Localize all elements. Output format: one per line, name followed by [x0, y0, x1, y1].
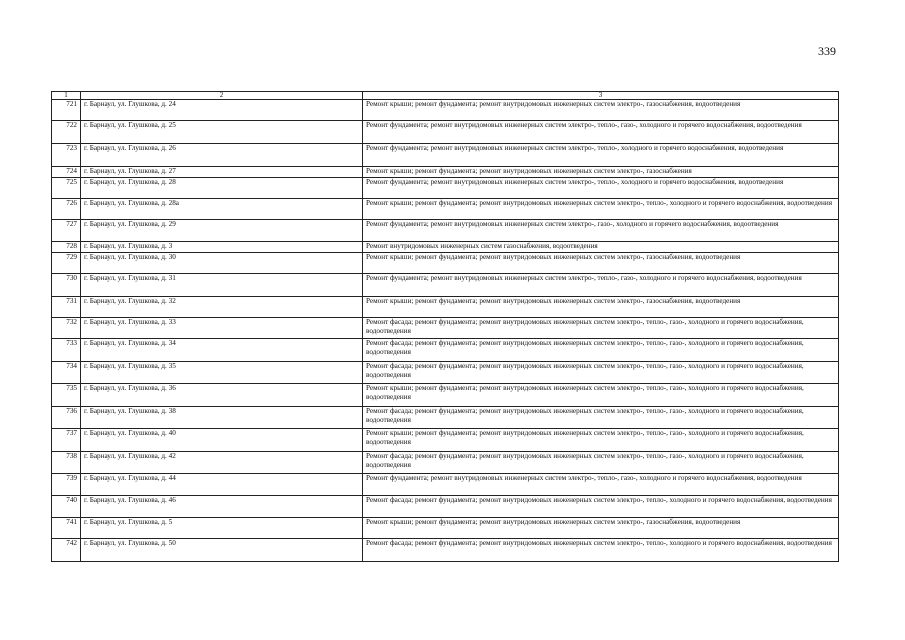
page-number: 339 [818, 44, 836, 58]
table-row [52, 199, 839, 220]
row-works: Ремонт фундамента; ремонт внутридомовых инженерных систем электро-, тепло-, газо-, холодного и горячего водоснабжения, водоотведения [363, 474, 839, 496]
column-number: 2 [81, 92, 363, 100]
row-number: 722 [52, 121, 81, 144]
table-row [52, 100, 839, 121]
row-number: 736 [52, 407, 81, 429]
row-address: г. Барнаул, ул. Глушкова, д. 28а [81, 199, 363, 220]
row-number: 732 [52, 318, 81, 339]
row-works: Ремонт фасада; ремонт фундамента; ремонт внутридомовых инженерных систем электро-, тепло-, газо-, холодного и горячего водоснабжения, водоотведения [363, 362, 839, 384]
row-number: 738 [52, 452, 81, 474]
row-address: г. Барнаул, ул. Глушкова, д. 33 [81, 318, 363, 339]
row-number: 739 [52, 474, 81, 496]
row-address: г. Барнаул, ул. Глушкова, д. 29 [81, 220, 363, 242]
row-address: г. Барнаул, ул. Глушкова, д. 24 [81, 100, 363, 121]
row-number: 721 [52, 100, 81, 121]
row-works: Ремонт крыши; ремонт фундамента; ремонт внутридомовых инженерных систем электро-, тепло-, холодного и горячего водоснабжения, водоотведения [363, 199, 839, 220]
row-number: 737 [52, 429, 81, 452]
table-row [52, 539, 839, 562]
row-number: 724 [52, 167, 81, 178]
row-works: Ремонт крыши; ремонт фундамента; ремонт внутридомовых инженерных систем электро-, тепло-, газо-, холодного и горячего водоснабжения, водоотведения [363, 384, 839, 407]
table-row [52, 144, 839, 167]
table-row [52, 474, 839, 496]
row-number: 725 [52, 178, 81, 199]
table-row [52, 220, 839, 242]
row-number: 734 [52, 362, 81, 384]
row-number: 733 [52, 339, 81, 362]
table-row [52, 318, 839, 339]
row-works: Ремонт фасада; ремонт фундамента; ремонт внутридомовых инженерных систем электро-, тепло-, газо-, холодного и горячего водоснабжения, водоотведения [363, 318, 839, 339]
row-works: Ремонт крыши; ремонт фундамента; ремонт внутридомовых инженерных систем электро-, газоснабжения, водоотведения [363, 518, 839, 539]
row-works: Ремонт фасада; ремонт фундамента; ремонт внутридомовых инженерных систем электро-, тепло-, холодного и горячего водоснабжения, водоотведения [363, 539, 839, 562]
row-number: 723 [52, 144, 81, 167]
row-address: г. Барнаул, ул. Глушкова, д. 26 [81, 144, 363, 167]
row-address: г. Барнаул, ул. Глушкова, д. 42 [81, 452, 363, 474]
row-number: 741 [52, 518, 81, 539]
table-row [52, 362, 839, 384]
row-works: Ремонт фасада; ремонт фундамента; ремонт внутридомовых инженерных систем электро-, тепло-, холодного и горячего водоснабжения, водоотведения [363, 496, 839, 518]
table-row [52, 339, 839, 362]
row-address: г. Барнаул, ул. Глушкова, д. 27 [81, 167, 363, 178]
row-address: г. Барнаул, ул. Глушкова, д. 28 [81, 178, 363, 199]
row-address: г. Барнаул, ул. Глушкова, д. 50 [81, 539, 363, 562]
row-address: г. Барнаул, ул. Глушкова, д. 35 [81, 362, 363, 384]
table-row [52, 242, 839, 253]
table-row [52, 407, 839, 429]
row-works: Ремонт фасада; ремонт фундамента; ремонт внутридомовых инженерных систем электро-, тепло-, газо-, холодного и горячего водоснабжения, водоотведения [363, 452, 839, 474]
row-works: Ремонт крыши; ремонт фундамента; ремонт внутридомовых инженерных систем электро-, газоснабжения, водоотведения [363, 253, 839, 274]
row-works: Ремонт внутридомовых инженерных систем газоснабжения, водоотведения [363, 242, 839, 253]
row-works: Ремонт фундамента; ремонт внутридомовых инженерных систем электро-, газо-, холодного и горячего водоснабжения, водоотведения [363, 220, 839, 242]
table-row [52, 518, 839, 539]
table-row [52, 452, 839, 474]
row-address: г. Барнаул, ул. Глушкова, д. 3 [81, 242, 363, 253]
row-address: г. Барнаул, ул. Глушкова, д. 31 [81, 274, 363, 297]
row-number: 727 [52, 220, 81, 242]
table-row [52, 297, 839, 318]
table-row [52, 121, 839, 144]
row-number: 730 [52, 274, 81, 297]
table-row [52, 253, 839, 274]
row-address: г. Барнаул, ул. Глушкова, д. 32 [81, 297, 363, 318]
row-number: 726 [52, 199, 81, 220]
row-works: Ремонт крыши; ремонт фундамента; ремонт внутридомовых инженерных систем электро-, газоснабжения [363, 167, 839, 178]
row-address: г. Барнаул, ул. Глушкова, д. 38 [81, 407, 363, 429]
row-works: Ремонт фасада; ремонт фундамента; ремонт внутридомовых инженерных систем электро-, тепло-, газо-, холодного и горячего водоснабжения, водоотведения [363, 339, 839, 362]
row-address: г. Барнаул, ул. Глушкова, д. 44 [81, 474, 363, 496]
row-works: Ремонт крыши; ремонт фундамента; ремонт внутридомовых инженерных систем электро-, газоснабжения, водоотведения [363, 297, 839, 318]
row-works: Ремонт фундамента; ремонт внутридомовых инженерных систем электро-, тепло-, газо-, холодного и горячего водоснабжения, водоотведения [363, 121, 839, 144]
column-number: 1 [52, 92, 81, 100]
row-works: Ремонт фундамента; ремонт внутридомовых инженерных систем электро-, тепло-, холодного и горячего водоснабжения, водоотведения [363, 178, 839, 199]
row-address: г. Барнаул, ул. Глушкова, д. 40 [81, 429, 363, 452]
row-works: Ремонт фундамента; ремонт внутридомовых инженерных систем электро-, тепло-, газо-, холодного и горячего водоснабжения, водоотведения [363, 274, 839, 297]
table-row [52, 274, 839, 297]
table-row [52, 429, 839, 452]
table-row [52, 178, 839, 199]
table-row [52, 496, 839, 518]
column-number: 3 [363, 92, 839, 100]
row-works: Ремонт крыши; ремонт фундамента; ремонт внутридомовых инженерных систем электро-, газоснабжения, водоотведения [363, 100, 839, 121]
row-number: 742 [52, 539, 81, 562]
row-number: 729 [52, 253, 81, 274]
row-address: г. Барнаул, ул. Глушкова, д. 36 [81, 384, 363, 407]
row-number: 731 [52, 297, 81, 318]
table-row [52, 384, 839, 407]
row-address: г. Барнаул, ул. Глушкова, д. 25 [81, 121, 363, 144]
row-works: Ремонт фундамента; ремонт внутридомовых инженерных систем электро-, тепло-, холодного и горячего водоснабжения, водоотведения [363, 144, 839, 167]
row-address: г. Барнаул, ул. Глушкова, д. 46 [81, 496, 363, 518]
row-address: г. Барнаул, ул. Глушкова, д. 5 [81, 518, 363, 539]
row-number: 728 [52, 242, 81, 253]
row-number: 740 [52, 496, 81, 518]
row-address: г. Барнаул, ул. Глушкова, д. 34 [81, 339, 363, 362]
row-works: Ремонт фасада; ремонт фундамента; ремонт внутридомовых инженерных систем электро-, тепло-, газо-, холодного и горячего водоснабжения, водоотведения [363, 407, 839, 429]
table-row [52, 167, 839, 178]
register-table [51, 91, 839, 562]
row-number: 735 [52, 384, 81, 407]
row-works: Ремонт крыши; ремонт фундамента; ремонт внутридомовых инженерных систем электро-, тепло-, газо-, холодного и горячего водоснабжения, водоотведения [363, 429, 839, 452]
row-address: г. Барнаул, ул. Глушкова, д. 30 [81, 253, 363, 274]
column-number-row [52, 92, 839, 100]
